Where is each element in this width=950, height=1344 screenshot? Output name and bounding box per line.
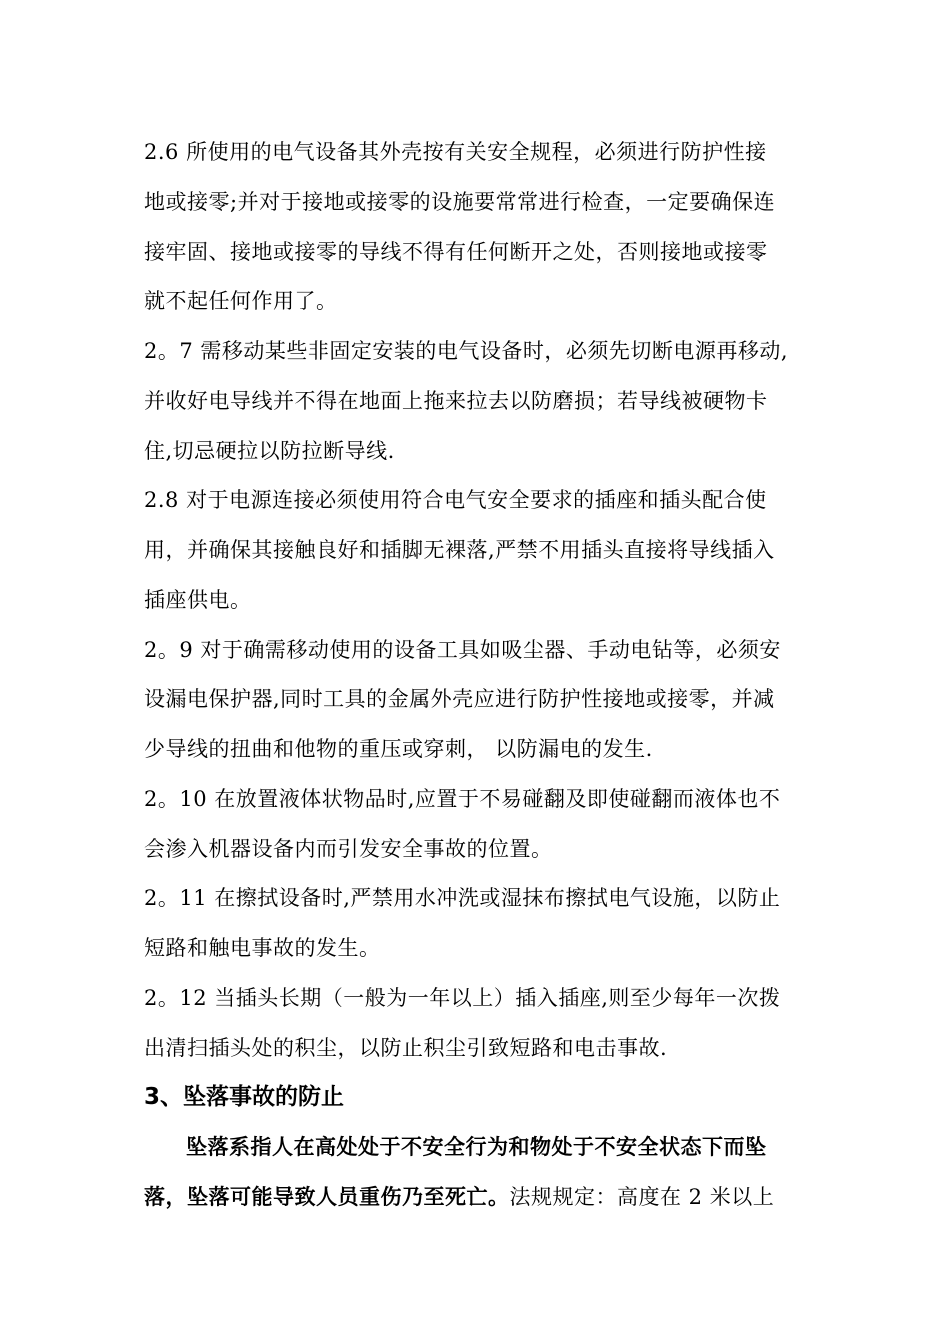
text-line: 2。10 在放置液体状物品时,应置于不易碰翻及即使碰翻而液体也不 (144, 787, 781, 811)
regular-text: 法规规定：高度在 2 米以上 (509, 1185, 775, 1209)
text-line: 2。12 当插头长期（一般为一年以上）插入插座,则至少每年一次拨 (144, 986, 781, 1010)
text-line: 会渗入机器设备内而引发安全事故的位置。 (144, 837, 553, 861)
section-heading: 3、坠落事故的防止 (144, 1084, 345, 1110)
text-line: 出清扫插头处的积尘，以防止积尘引致短路和电击事故. (144, 1036, 668, 1060)
text-line: 插座供电。 (144, 588, 252, 612)
text-line: 2。7 需移动某些非固定安装的电气设备时，必须先切断电源再移动, (144, 339, 789, 363)
text-line: 住,切忌硬拉以防拉断导线. (144, 439, 395, 463)
text-line: 2。11 在擦拭设备时,严禁用水冲洗或湿抹布擦拭电气设施，以防止 (144, 886, 781, 910)
bold-text: 落，坠落可能导致人员重伤乃至死亡。 (144, 1184, 510, 1209)
text-line: 2.6 所使用的电气设备其外壳按有关安全规程，必须进行防护性接 (144, 140, 767, 164)
text-line: 短路和触电事故的发生。 (144, 936, 381, 960)
text-line: 2。9 对于确需移动使用的设备工具如吸尘器、手动电钻等，必须安 (144, 638, 781, 662)
text-line: 用，并确保其接触良好和插脚无裸落,严禁不用插头直接将导线插入 (144, 538, 775, 562)
paragraph-line (144, 1183, 824, 1211)
text-line: 并收好电导线并不得在地面上拖来拉去以防磨损；若导线被硬物卡 (144, 389, 768, 413)
text-line: 设漏电保护器,同时工具的金属外壳应进行防护性接地或接零，并减 (144, 687, 775, 711)
text-line: 就不起任何作用了。 (144, 289, 338, 313)
text-line: 地或接零;并对于接地或接零的设施要常常进行检查，一定要确保连 (144, 190, 776, 214)
paragraph-line: 坠落系指人在高处处于不安全行为和物处于不安全状态下而坠 (186, 1134, 767, 1159)
text-line: 接牢固、接地或接零的导线不得有任何断开之处，否则接地或接零 (144, 240, 768, 264)
text-line: 少导线的扭曲和他物的重压或穿刺， 以防漏电的发生. (144, 737, 653, 761)
text-line: 2.8 对于电源连接必须使用符合电气安全要求的插座和插头配合使 (144, 488, 767, 512)
